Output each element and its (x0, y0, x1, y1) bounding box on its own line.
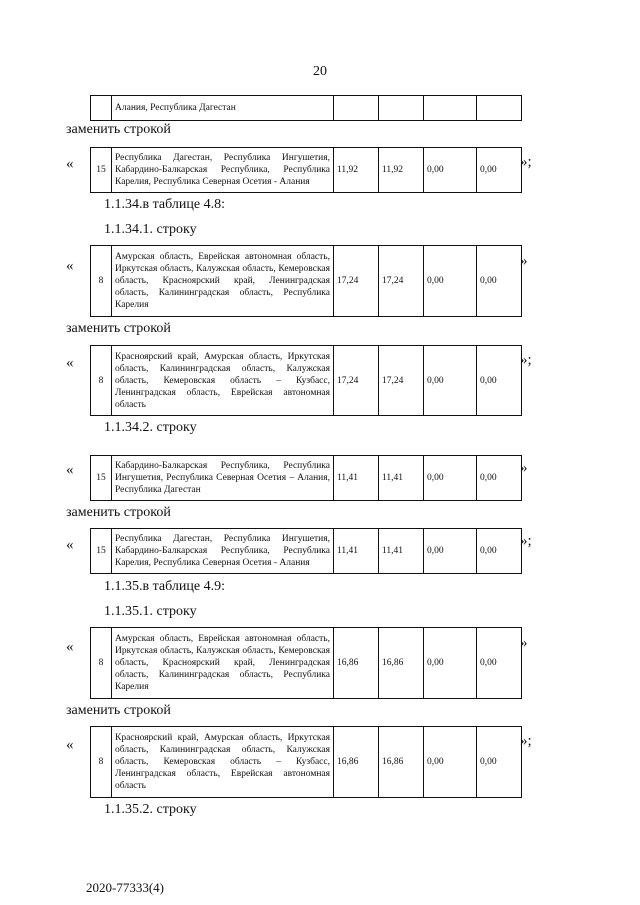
value-cell: 0,00 (424, 148, 477, 193)
value-cell: 16,86 (334, 628, 379, 699)
table-row (90, 245, 522, 317)
region-cell: Амурская область, Еврейская автономная область, Иркутская область, Калужская область, Кемеровская область, Красноярский край, Ленинградская область, Калининградская область, Республика Карелия (112, 628, 334, 699)
replace-label: заменить строкой (66, 122, 171, 137)
section-heading: 1.1.34.в таблице 4.8: (104, 197, 225, 212)
row-number-cell: 8 (91, 727, 112, 798)
value-cell: 0,00 (424, 346, 477, 416)
quote-close: » (520, 460, 528, 476)
value-cell: 0,00 (477, 628, 522, 699)
value-cell: 16,86 (334, 727, 379, 798)
row-number-cell: 15 (91, 456, 112, 501)
value-cell: 17,24 (379, 346, 424, 416)
value-cell: 0,00 (477, 456, 522, 501)
page-number: 20 (313, 64, 327, 79)
region-cell: Республика Дагестан, Республика Ингушетия, Кабардино-Балкарская Республика, Республика Карелия, Республика Северная Осетия - Алания (112, 148, 334, 193)
table-row (90, 147, 522, 193)
value-cell: 16,86 (379, 628, 424, 699)
quote-open: « (66, 537, 74, 553)
quote-open: « (66, 355, 74, 371)
quote-close: »; (520, 154, 532, 170)
value-cell: 0,00 (477, 148, 522, 193)
document-footer-code: 2020-77333(4) (86, 880, 164, 895)
region-cell: Алания, Республика Дагестан (112, 96, 334, 121)
value-cell: 16,86 (379, 727, 424, 798)
quote-close: » (520, 635, 528, 651)
region-cell: Красноярский край, Амурская область, Иркутская область, Калининградская область, Калужская область, Кемеровская область – Кузбасс, Ленинградская область, Еврейская автономная область (112, 727, 334, 798)
quote-open: « (66, 737, 74, 753)
replace-label: заменить строкой (66, 321, 171, 336)
value-cell: 0,00 (424, 529, 477, 574)
row-number-cell: 8 (91, 246, 112, 317)
value-cell: 0,00 (477, 246, 522, 317)
row-number-cell: 15 (91, 148, 112, 193)
row-number-cell (91, 96, 112, 121)
row-number-cell: 8 (91, 628, 112, 699)
table-row (90, 345, 522, 416)
quote-open: « (66, 258, 74, 274)
value-cell: 0,00 (477, 727, 522, 798)
value-cell: 11,41 (334, 456, 379, 501)
value-cell (334, 96, 379, 121)
quote-open: « (66, 462, 74, 478)
value-cell: 17,24 (334, 346, 379, 416)
value-cell: 11,41 (379, 529, 424, 574)
value-cell: 17,24 (334, 246, 379, 317)
value-cell: 0,00 (424, 246, 477, 317)
section-heading: 1.1.35.1. строку (104, 604, 197, 619)
value-cell: 11,41 (334, 529, 379, 574)
region-cell: Амурская область, Еврейская автономная область, Иркутская область, Калужская область, Кемеровская область, Красноярский край, Ленинградская область, Калининградская область, Республика Карелия (112, 246, 334, 317)
section-heading: 1.1.34.2. строку (104, 420, 197, 435)
region-cell: Кабардино-Балкарская Республика, Республика Ингушетия, Республика Северная Осетия – Алания, Республика Дагестан (112, 456, 334, 501)
replace-label: заменить строкой (66, 703, 171, 718)
replace-label: заменить строкой (66, 505, 171, 520)
region-cell: Республика Дагестан, Республика Ингушетия, Кабардино-Балкарская Республика, Республика Карелия, Республика Северная Осетия - Алания (112, 529, 334, 574)
value-cell: 0,00 (424, 727, 477, 798)
table-row (90, 528, 522, 574)
row-number-cell: 15 (91, 529, 112, 574)
value-cell: 17,24 (379, 246, 424, 317)
region-cell: Красноярский край, Амурская область, Иркутская область, Калининградская область, Калужская область, Кемеровская область – Кузбасс, Ленинградская область, Еврейская автономная область (112, 346, 334, 416)
value-cell: 11,92 (379, 148, 424, 193)
table-row (90, 726, 522, 798)
table-row (90, 627, 522, 699)
value-cell: 11,92 (334, 148, 379, 193)
value-cell: 0,00 (424, 456, 477, 501)
value-cell: 11,41 (379, 456, 424, 501)
value-cell: 0,00 (424, 628, 477, 699)
table-row-fragment (90, 95, 522, 121)
quote-open: « (66, 156, 74, 172)
quote-open: « (66, 639, 74, 655)
table-row (90, 455, 522, 501)
value-cell (477, 96, 522, 121)
value-cell (424, 96, 477, 121)
section-heading: 1.1.35.2. строку (104, 802, 197, 817)
row-number-cell: 8 (91, 346, 112, 416)
value-cell: 0,00 (477, 346, 522, 416)
section-heading: 1.1.35.в таблице 4.9: (104, 579, 225, 594)
quote-close: »; (520, 733, 532, 749)
quote-close: »; (520, 352, 532, 368)
quote-close: »; (520, 533, 532, 549)
value-cell (379, 96, 424, 121)
quote-close: » (520, 253, 528, 269)
value-cell: 0,00 (477, 529, 522, 574)
section-heading: 1.1.34.1. строку (104, 222, 197, 237)
